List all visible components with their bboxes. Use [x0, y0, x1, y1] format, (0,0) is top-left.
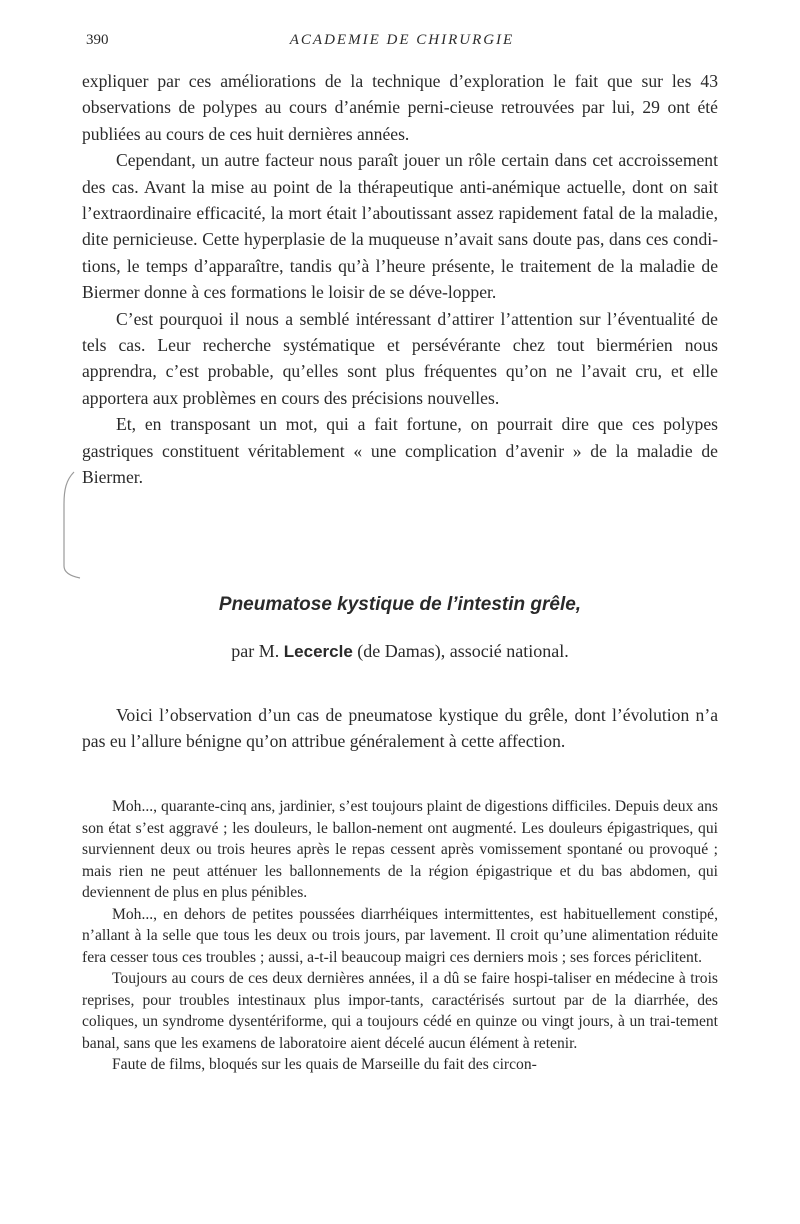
page-number: 390	[86, 32, 109, 48]
paragraph: expliquer par ces améliorations de la technique d’exploration le fait que sur les 43 observations de polypes au cours d’anémie perni-cieuse retrouvées par lui, 29 ont été publiées au cours de ces huit dernières années.	[82, 71, 718, 144]
case-paragraph: Toujours au cours de ces deux dernières années, il a dû se faire hospi-taliser en médecine à trois reprises, pour troubles intestinaux plus impor-tants, caractérisés surtout par de la diarrhée, des coliques, un syndrome dysentériforme, qui a toujours cédé en quinze ou vingt jours, à un trai-tement banal, sans que les examens de laboratoire aient décelé aucun élément à retenir.	[82, 970, 718, 1052]
intro-paragraph: Voici l’observation d’un cas de pneumatose kystique du grêle, dont l’évolution n’a pas eu l’allure bénigne qu’on attribue généralement à cette affection.	[82, 705, 718, 752]
continued-text	[82, 68, 718, 491]
article-intro	[82, 702, 718, 755]
byline-prefix: par M.	[231, 641, 280, 661]
byline	[0, 641, 800, 662]
paragraph: C’est pourquoi il nous a semblé intéressant d’attirer l’attention sur l’éventualité de tels cas. Leur recherche systématique et persévérante chez tout biermérien nous apprendra, c’est probable, qu’elles sont plus fréquentes qu’on ne l’avait cru, et elle apportera aux problèmes en cours des précisions nouvelles.	[82, 308, 718, 408]
article-title: Pneumatose kystique de l’intestin grêle,	[218, 594, 582, 615]
case-report	[82, 796, 718, 1076]
author-name: Lecercle	[283, 642, 353, 661]
margin-bracket-mark	[62, 470, 84, 580]
journal-title: ACADEMIE DE CHIRURGIE	[289, 32, 515, 48]
case-paragraph: Faute de films, bloqués sur les quais de Marseille du fait des circon-	[112, 1056, 537, 1073]
case-paragraph: Moh..., en dehors de petites poussées diarrhéiques intermittentes, est habituellement constipé, n’allant à la selle que tous les deux ou trois jours, par lavement. Il croit qu’une alimentation réduite fera cesser tous ces troubles ; aussi, a-t-il beaucoup maigri ces derniers mois ; ses forces périclitent.	[82, 905, 718, 966]
byline-suffix: (de Damas), associé national.	[357, 641, 569, 661]
case-paragraph: Moh..., quarante-cinq ans, jardinier, s’est toujours plaint de digestions difficiles. Depuis deux ans son état s’est aggravé ; les douleurs, le ballon-nement ont augmenté. Les douleurs épigastriques, qui surviennent deux ou trois heures après le repas cessent après vomissement spontané ou provoqué ; mais rien ne peut atténuer les ballonnements de la région épigastrique et du bas abdomen, qui deviennent de plus en plus pénibles.	[82, 798, 718, 901]
paragraph: Et, en transposant un mot, qui a fait fortune, on pourrait dire que ces polypes gastriques constituent véritablement « une complication d’avenir » de la maladie de Biermer.	[82, 414, 718, 488]
paragraph: Cependant, un autre facteur nous paraît jouer un rôle certain dans cet accroissement des cas. Avant la mise au point de la thérapeutique anti-anémique actuelle, dont on sait l’extraordinaire efficacité, la mort était l’aboutissant assez rapidement fatal de la maladie, dite pernicieuse. Cette hyperplasie de la muqueuse n’avait sans doute pas, dans ces condi-tions, le temps d’apparaître, tandis qu’à l’heure présente, le traitement de la maladie de Biermer donne à ces formations le loisir de se déve-lopper.	[82, 150, 718, 303]
running-head	[86, 32, 718, 56]
